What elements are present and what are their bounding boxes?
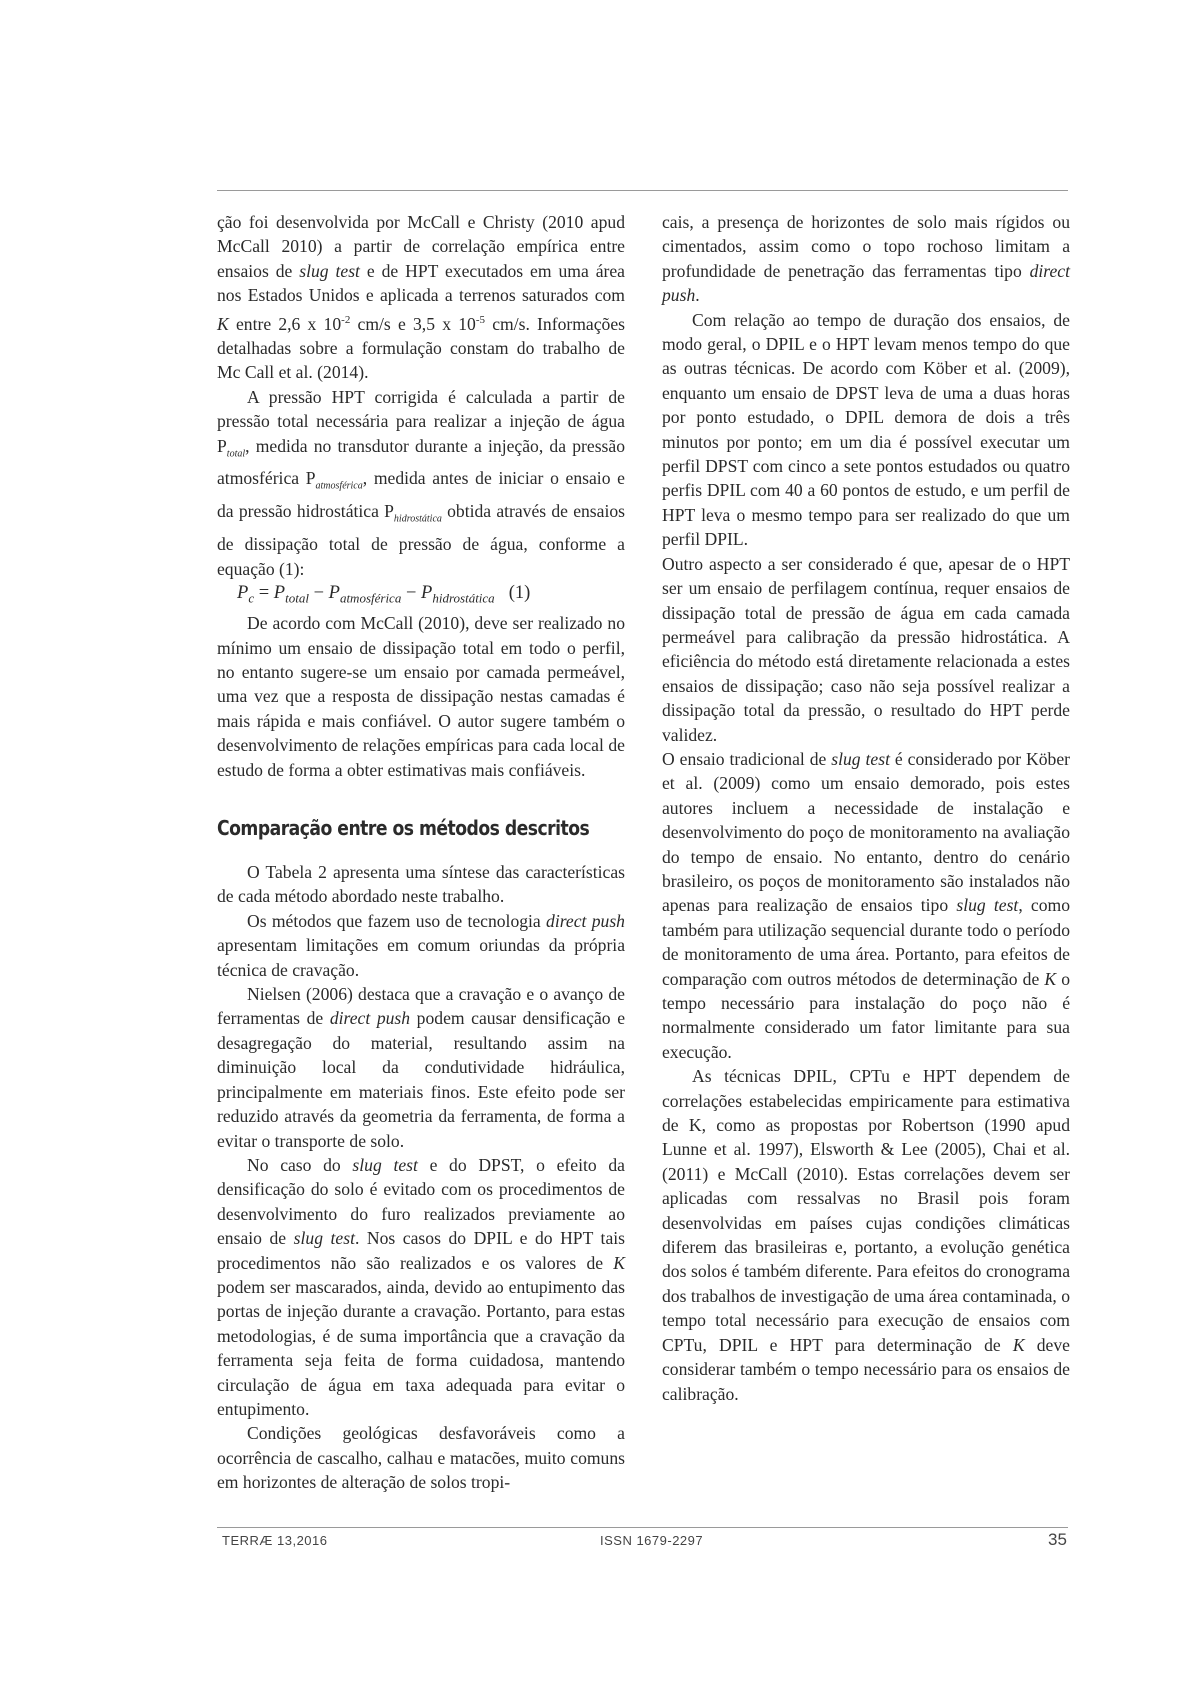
- left-column: [217, 210, 625, 1495]
- paragraph: Nielsen (2006) destaca que a cravação e o avanço de ferramentas de direct push podem causar densificação e desagregação do material, resultando assim na diminuição local da condutividade hidráulica, principalmente em materiais finos. Este efeito pode ser reduzido através da geometria da ferramenta, de forma a evitar o transporte de solo.: [217, 984, 626, 1151]
- paragraph: As técnicas DPIL, CPTu e HPT dependem de correlações estabelecidas empiricamente para estimativa de K, como as propostas por Robertson (1990 apud Lunne et al. 1997), Elsworth & Lee (2005), Chai et al. (2011) e McCall (2010). Estas correlações devem ser aplicadas com ressalvas no Brasil pois foram desenvolvidas em países cujas condições climáticas diferem das brasileiras e, portanto, a evolução genética dos solos é também diferente. Para efeitos do cronograma dos trabalhos de investigação de uma área contaminada, o tempo total necessário para execução de ensaios com CPTu, DPIL e HPT para determinação de K deve considerar também o tempo necessário para os ensaios de calibração.: [662, 1066, 1070, 1404]
- footer-rule: [217, 1527, 1068, 1528]
- issn-label: ISSN 1679-2297: [600, 1533, 704, 1548]
- paragraph: A pressão HPT corrigida é calculada a partir de pressão total necessária para realizar a injeção de água $P_{total}$, medida no transdutor durante a injeção, da pressão atmosférica $P_{atmosférica}$, medida antes de iniciar o ensaio e da pressão hidrostática $P_{hidrostática}$ obtida através de ensaios de dissipação total de pressão de água, conforme a equação (1):: [217, 386, 625, 579]
- paragraph: O ensaio tradicional de slug test é considerado por Köber et al. (2009) como um ensaio demorado, pois estes autores incluem a necessidade de instalação e desenvolvimento do poço de monitoramento na avaliação do tempo de ensaio. No entanto, dentro do cenário brasileiro, os poços de monitoramento são instalados não apenas para realização de ensaios tipo slug test, como também para utilização sequencial durante todo o período de monitoramento de uma área. Portanto, para efeitos de comparação com outros métodos de determinação de K o tempo necessário para instalação do poço não é normalmente considerado um fator limitante para sua execução.: [662, 748, 1070, 1062]
- paragraph: O Tabela 2 apresenta uma síntese das características de cada método abordado neste trabalho.: [217, 862, 625, 907]
- paragraph: ção foi desenvolvida por McCall e Christy (2010 apud McCall 2010) a partir de correlação empírica entre ensaios de slug test e de HPT executados em uma área nos Estados Unidos e aplicada a terrenos saturados com K entre 2,6 x $10^{-2}$ cm/s e 3,5 x $10^{-5}$ cm/s. Informações detalhadas sobre a formulação constam do trabalho de Mc Call et al. (2014).: [217, 212, 625, 383]
- paragraph: De acordo com McCall (2010), deve ser realizado no mínimo um ensaio de dissipação total em todo o perfil, no entanto sugere-se um ensaio por camada permeável, uma vez que a resposta de dissipação nestas camadas é mais rápida e mais confiável. O autor sugere também o desenvolvimento de relações empíricas para cada local de estudo de forma a obter estimativas mais confiáveis.: [217, 613, 625, 780]
- equation: $P_c = P_{total} - P_{atmosférica} - P_{hidrostática}$ (1): [237, 583, 531, 606]
- paragraph: Com relação ao tempo de duração dos ensaios, de modo geral, o DPIL e o HPT levam menos tempo do que as outras técnicas. De acordo com Köber et al. (2009), enquanto um ensaio de DPST leva de uma a duas horas por ponto estudado, o DPIL demora de dois a três minutos por ponto; em um dia é possível executar um perfil DPST com cinco a sete pontos estudados ou quatro perfis DPIL com 40 a 60 pontos de estudo, e um perfil de HPT leva o mesmo tempo para ser realizado do que um perfil DPIL.: [662, 309, 1070, 550]
- paragraph: Outro aspecto a ser considerado é que, apesar de o HPT ser um ensaio de perfilagem contínua, requer ensaios de dissipação total de pressão de água em cada camada permeável para calibração da pressão hidrostática. A eficiência do método está diretamente relacionada a estes ensaios de dissipação; caso não seja possível realizar a dissipação total da pressão, o resultado do HPT perde validez.: [662, 553, 1070, 745]
- equation-number: (1): [508, 583, 531, 604]
- right-column: [662, 210, 1070, 1406]
- journal-label: TERRÆ 13,2016: [222, 1533, 328, 1548]
- paragraph: No caso do slug test e do DPST, o efeito da densificação do solo é evitado com os procedimentos de desenvolvimento do furo realizados previamente ao ensaio de slug test. Nos casos do DPIL e do HPT tais procedimentos não são realizados e os valores de K podem ser mascarados, ainda, devido ao entupimento das portas de injeção durante a cravação. Portanto, para estas metodologias, é de suma importância que a cravação da ferramenta seja feita de forma cuidadosa, mantendo circulação de água em taxa adequada para evitar o entupimento.: [217, 1154, 625, 1419]
- page-number: 35: [1048, 1530, 1067, 1549]
- header-rule: [217, 190, 1068, 191]
- paragraph: cais, a presença de horizontes de solo mais rígidos ou cimentados, assim como o topo rochoso limitam a profundidade de penetração das ferramentas tipo direct push.: [662, 212, 1070, 306]
- section-heading: Comparação entre os métodos descritos: [217, 816, 590, 841]
- paragraph: Condições geológicas desfavoráveis como a ocorrência de cascalho, calhau e matacões, muito comuns em horizontes de alteração de solos tropi-: [217, 1423, 625, 1493]
- paragraph: Os métodos que fazem uso de tecnologia direct push apresentam limitações em comum oriundas da própria técnica de cravação.: [217, 910, 625, 980]
